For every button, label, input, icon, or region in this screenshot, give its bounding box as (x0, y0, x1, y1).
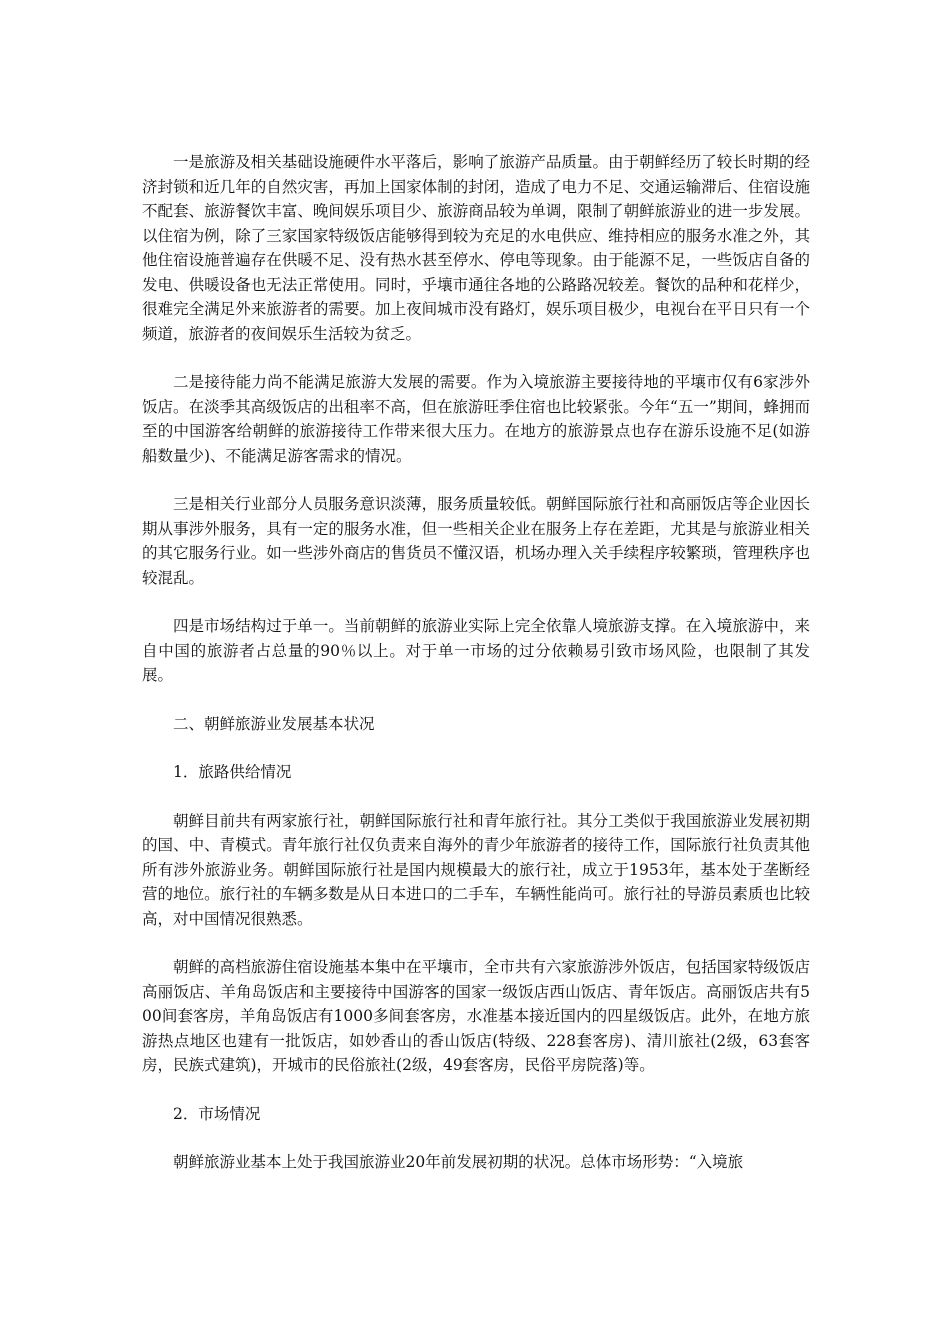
paragraph-capacity: 二是接待能力尚不能满足旅游大发展的需要。作为入境旅游主要接待地的平壤市仅有6家涉外饭店。在淡季其高级饭店的出租率不高，但在旅游旺季住宿也比较紧张。今年“五一”期间，蜂拥而至的中国游客给朝鲜的旅游接待工作带来很大压力。在地方的旅游景点也存在游乐设施不足(如游船数量少)、不能满足游客需求的情况。 (142, 373, 810, 465)
paragraph-infrastructure: 一是旅游及相关基础设施硬件水平落后，影响了旅游产品质量。由于朝鲜经历了较长时期的经济封锁和近几年的自然灾害，再加上国家体制的封闭，造成了电力不足、交通运输滞后、住宿设施不配套、旅游餐饮丰富、晚间娱乐项目少、旅游商品较为单调，限制了朝鲜旅游业的进一步发展。以住宿为例，除了三家国家特级饭店能够得到较为充足的水电供应、维持相应的服务水准之外，其他住宿设施普遍存在供暖不足、没有热水甚至停水、停电等现象。由于能源不足，一些饭店自备的发电、供暖设备也无法正常使用。同时，乎壤市通往各地的公路路况较差。餐饮的品种和花样少，很难完全满足外来旅游者的需要。加上夜间城市没有路灯，娱乐项目极少，电视台在平日只有一个频道，旅游者的夜间娱乐生活较为贫乏。 (142, 153, 810, 343)
section-heading: 二、朝鲜旅游业发展基本状况 (173, 714, 375, 733)
sub-heading-market: 2．市场情况 (173, 1104, 261, 1123)
paragraph-market-structure: 四是市场结构过于单一。当前朝鲜的旅游业实际上完全依靠人境旅游支撑。在入境旅游中，来自中国的旅游者占总量的90％以上。对于单一市场的过分依赖易引致市场风险，也限制了其发展。 (142, 617, 810, 684)
paragraph-service-quality: 三是相关行业部分人员服务意识淡薄，服务质量较低。朝鲜国际旅行社和高丽饭店等企业因长期从事涉外服务，具有一定的服务水准，但一些相关企业在服务上存在差距，尤其是与旅游业相关的其它服务行业。如一些涉外商店的售货员不懂汉语，机场办理入关手续程序较繁琐，管理秩序也较混乱。 (142, 495, 810, 587)
paragraph-travel-agencies: 朝鲜目前共有两家旅行社，朝鲜国际旅行社和青年旅行社。其分工类似于我国旅游业发展初期的国、中、青模式。青年旅行社仅负责来自海外的青少年旅游者的接待工作，国际旅行社负责其他所有涉外旅游业务。朝鲜国际旅行社是国内规模最大的旅行社，成立于1953年，基本处于垄断经营的地位。旅行社的车辆多数是从日本进口的二手车，车辆性能尚可。旅行社的导游员素质也比较高，对中国情况很熟悉。 (142, 811, 810, 928)
document-page (142, 150, 810, 1199)
paragraph-hotels: 朝鲜的高档旅游住宿设施基本集中在平壤市，全市共有六家旅游涉外饭店，包括国家特级饭店高丽饭店、羊角岛饭店和主要接待中国游客的国家一级饭店西山饭店、青年饭店。高丽饭店共有500间套客房，羊角岛饭店有1000多间套客房，水准基本接近国内的四星级饭店。此外，在地方旅游热点地区也建有一批饭店，如妙香山的香山饭店(特级、228套客房)、清川旅社(2级，63套客房，民族式建筑)，开城市的民俗旅社(2级，49套客房，民俗平房院落)等。 (142, 958, 810, 1074)
paragraph-market-overview: 朝鲜旅游业基本上处于我国旅游业20年前发展初期的状况。总体市场形势：“入境旅 (173, 1153, 744, 1171)
sub-heading-supply: 1．旅路供给情况 (173, 763, 292, 781)
